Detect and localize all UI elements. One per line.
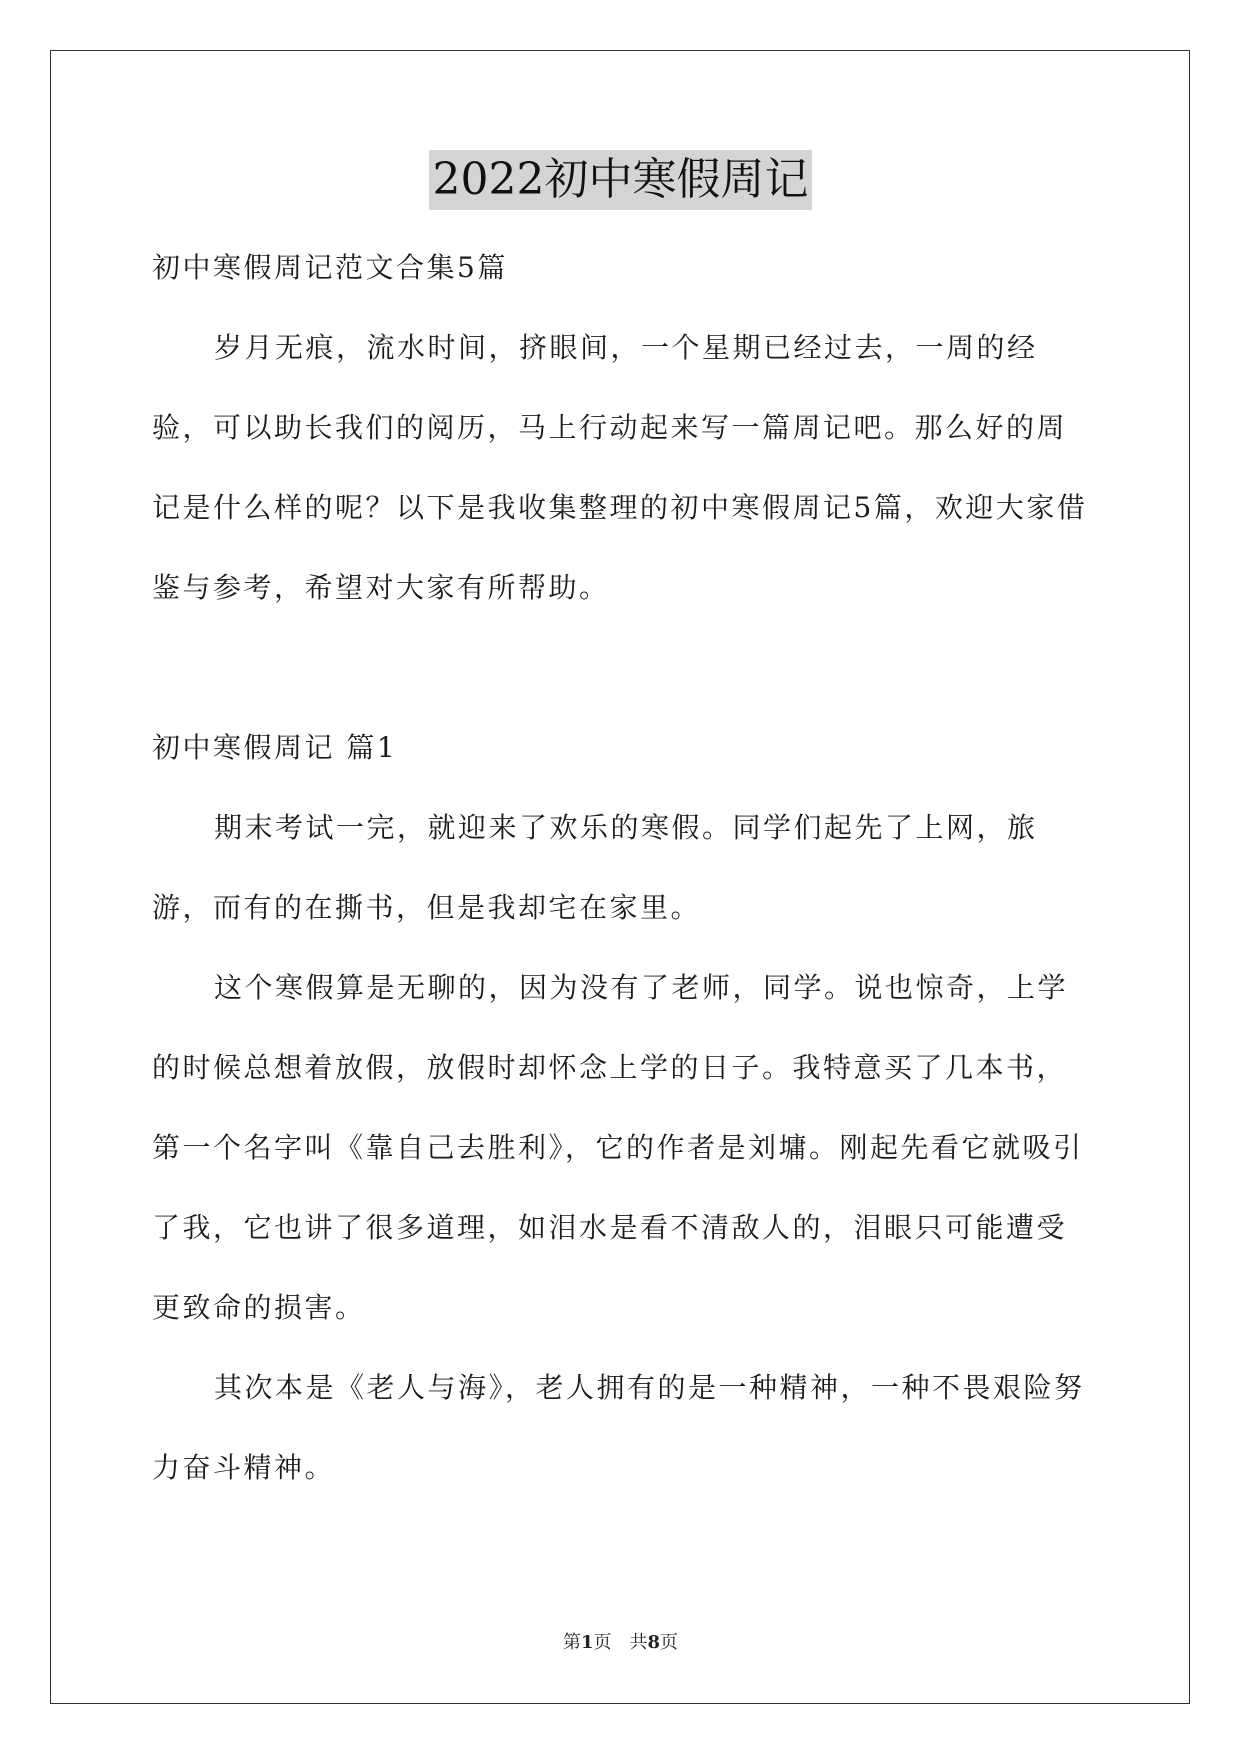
- page-number: 1: [580, 1632, 594, 1653]
- section-gap: [152, 628, 1092, 708]
- page-suffix: 页: [593, 1632, 612, 1653]
- section-heading: 初中寒假周记 篇1: [152, 731, 398, 764]
- total-suffix: 页: [660, 1632, 679, 1653]
- body-paragraph-3: 其次本是《老人与海》，老人拥有的是一种精神，一种不畏艰险努力奋斗精神。: [152, 1371, 1085, 1484]
- page-prefix: 第: [562, 1632, 581, 1653]
- body-paragraph-2: 这个寒假算是无聊的，因为没有了老师，同学。说也惊奇，上学的时候总想着放假，放假时却怀念上学的日子。我特意买了几本书，第一个名字叫《靠自己去胜利》，它的作者是刘墉。刚起先看它就吸引了我，它也讲了很多道理，如泪水是看不清敌人的，泪眼只可能遭受更致命的损害。: [152, 971, 1084, 1324]
- total-prefix: 共: [629, 1632, 648, 1653]
- body-paragraph-1: 期末考试一完，就迎来了欢乐的寒假。同学们起先了上网，旅游，而有的在撕书，但是我却宅在家里。: [152, 811, 1038, 924]
- document-body: [152, 228, 1092, 1508]
- page-footer: [0, 1628, 1241, 1654]
- intro-paragraph: 岁月无痕，流水时间，挤眼间，一个星期已经过去，一周的经验，可以助长我们的阅历，马上行动起来写一篇周记吧。那么好的周记是什么样的呢？以下是我收集整理的初中寒假周记5篇，欢迎大家借鉴与参考，希望对大家有所帮助。: [152, 331, 1088, 604]
- document-subtitle: 初中寒假周记范文合集5篇: [152, 251, 508, 284]
- page-total: 8: [647, 1632, 661, 1653]
- document-title: 2022初中寒假周记: [429, 150, 813, 210]
- title-container: [0, 150, 1241, 210]
